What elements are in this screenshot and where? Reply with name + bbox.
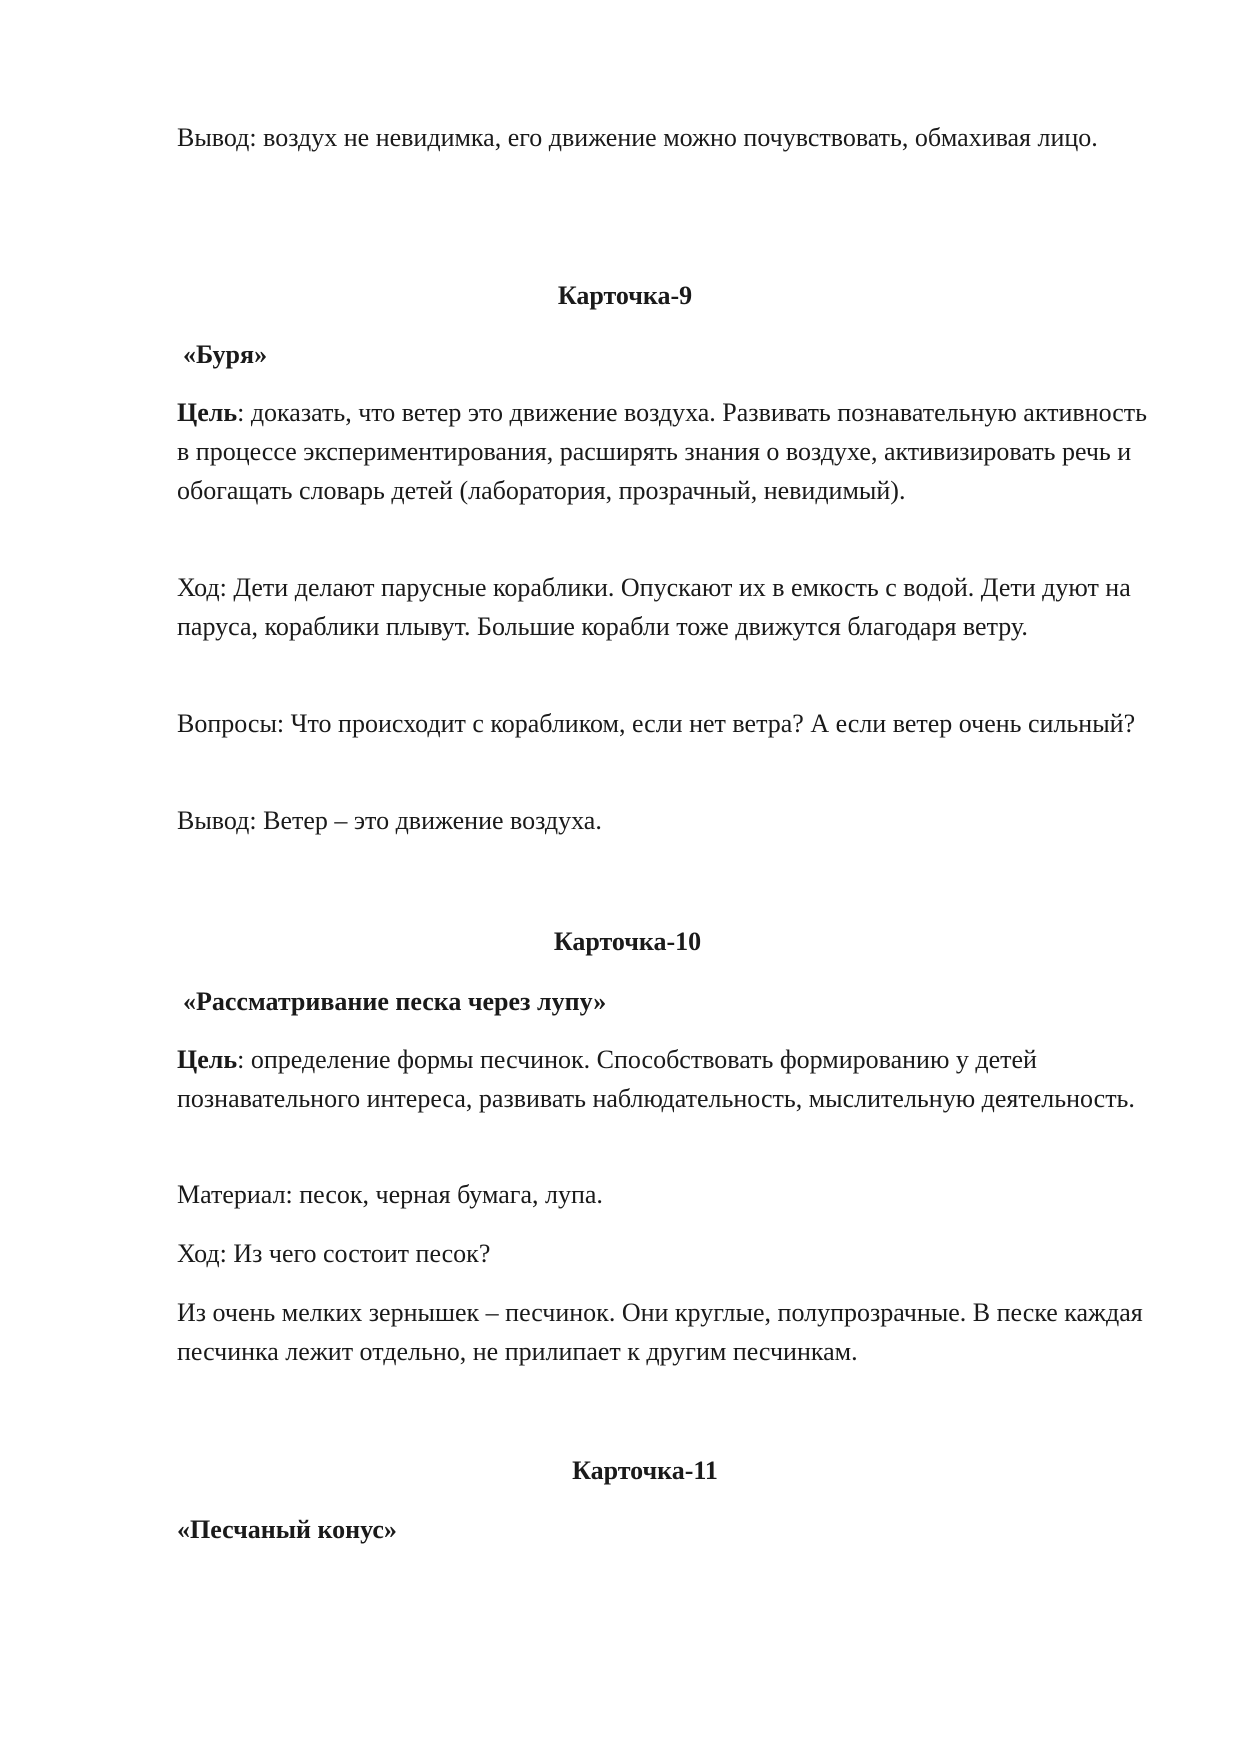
card9-goal-text: : доказать, что ветер это движение воздуха. Развивать познавательную активность в процессе экспериментирования, расширять знания о воздухе, активизировать речь и обогащать словарь детей (лаборатория, прозрачный, невидимый). [177, 398, 1148, 505]
card11-heading: Карточка-11 [572, 1456, 718, 1485]
card9-goal [177, 393, 1157, 510]
card10-heading: Карточка-10 [553, 927, 702, 956]
card10-goal-label: Цель [177, 1045, 238, 1074]
card10-goal [177, 1040, 1157, 1118]
card9-heading: Карточка-9 [557, 281, 693, 310]
card10-title: «Рассматривание песка через лупу» [183, 987, 607, 1016]
card11-title: «Песчаный конус» [177, 1515, 397, 1544]
card9-procedure: Ход: Дети делают парусные кораблики. Опускают их в емкость с водой. Дети дуют на паруса, кораблики плывут. Большие корабли тоже движутся благодаря ветру. [177, 573, 1131, 641]
card9-goal-label: Цель [177, 398, 238, 427]
card9-title: «Буря» [183, 340, 268, 369]
card10-procedure: Ход: Из чего состоит песок? [177, 1239, 491, 1268]
card10-answer: Из очень мелких зернышек – песчинок. Они круглые, полупрозрачные. В песке каждая песчинка лежит отдельно, не прилипает к другим песчинкам. [177, 1298, 1143, 1366]
block1-conclusion: Вывод: воздух не невидимка, его движение можно почувствовать, обмахивая лицо. [177, 123, 1098, 152]
card9-questions: Вопросы: Что происходит с корабликом, если нет ветра? А если ветер очень сильный? [177, 709, 1136, 738]
card9-conclusion: Вывод: Ветер – это движение воздуха. [177, 806, 602, 835]
card10-goal-text: : определение формы песчинок. Способствовать формированию у детей познавательного интереса, развивать наблюдательность, мыслительную деятельность. [177, 1045, 1135, 1113]
card10-material: Материал: песок, черная бумага, лупа. [177, 1180, 603, 1209]
